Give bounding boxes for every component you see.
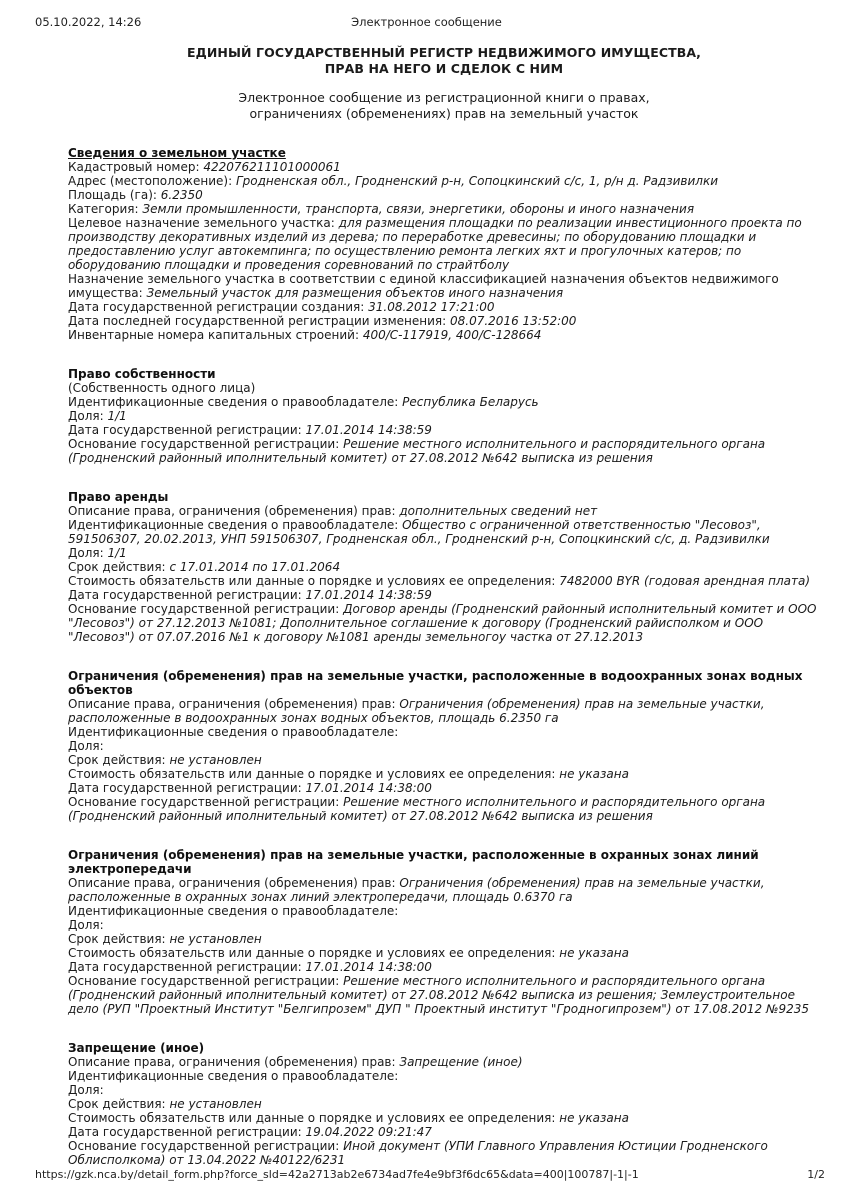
field-label: Срок действия: [68,932,166,946]
section-lease-right [68,490,820,644]
field-value: 422076211101000061 [203,160,341,174]
field-label: Описание права, ограничения (обременения) прав: [68,1055,396,1069]
field-line [68,314,820,328]
field-line [68,1055,820,1069]
section-heading: Право собственности [68,367,216,381]
field-value: дополнительных сведений нет [399,504,598,518]
field-line [68,546,820,560]
field-label: Доля: [68,739,104,753]
print-footer [35,1168,825,1181]
field-label: Срок действия: [68,1097,166,1111]
field-label: Доля: [68,1083,104,1097]
field-label: Дата государственной регистрации: [68,781,302,795]
field-line [68,328,820,342]
section-heading: Ограничения (обременения) прав на земельные участки, расположенные в водоохранных зонах водных объектов [68,669,803,697]
document-subtitle-line1: Электронное сообщение из регистрационной книги о правах, [238,90,650,105]
field-label: Идентификационные сведения о правообладателе: [68,1069,399,1083]
field-value: 6.2350 [160,188,203,202]
field-line [68,160,820,174]
field-label: Стоимость обязательств или данные о порядке и условиях ее определения: [68,767,556,781]
field-line [68,588,820,602]
field-line [68,560,820,574]
field-line [68,300,820,314]
field-label: Доля: [68,918,104,932]
section-heading: Сведения о земельном участке [68,146,286,160]
field-label: Площадь (га): [68,188,157,202]
field-label: Идентификационные сведения о правообладателе: [68,518,399,532]
field-line [68,437,820,465]
field-value: с 17.01.2014 по 17.01.2064 [169,560,341,574]
field-line [68,423,820,437]
field-label: Категория: [68,202,139,216]
field-line [68,409,820,423]
field-label: Основание государственной регистрации: [68,602,340,616]
field-value: не указана [559,946,629,960]
footer-source-url: https://gzk.nca.by/detail_form.php?force_sld=42a2713ab2e6734ad7fe4e9bf3f6dc65&data=400|100787|-1|-1 [35,1168,639,1181]
field-label: Дата государственной регистрации: [68,423,302,437]
field-value: не установлен [169,932,262,946]
field-label: Дата последней государственной регистрации изменения: [68,314,447,328]
field-label: Основание государственной регистрации: [68,1139,340,1153]
field-line [68,781,820,795]
field-value: 17.01.2014 14:38:59 [305,588,432,602]
field-line [68,504,820,518]
document-title-line2: ПРАВ НА НЕГО И СДЕЛОК С НИМ [324,60,564,76]
field-value: Республика Беларусь [402,395,539,409]
field-value: 19.04.2022 09:21:47 [305,1125,432,1139]
field-label: Стоимость обязательств или данные о порядке и условиях ее определения: [68,1111,556,1125]
field-value: Общество с ограниченной ответственностью "Лесовоз", 591506307, 20.02.2013, УНП 591506307, Гродненская обл., Гродненский р-н, Сопоцкинский с/с, д. Радзивилки [68,518,770,546]
field-line [68,974,820,1016]
field-label: Инвентарные номера капитальных строений: [68,328,359,342]
field-label: Целевое назначение земельного участка: [68,216,335,230]
section-land-plot-info [68,146,820,342]
field-value: Иной документ (УПИ Главного Управления Юстиции Гродненского Облисполкома) от 13.04.2022 №40122/6231 [68,1139,768,1167]
field-line [68,697,820,725]
field-line [68,1139,820,1167]
print-doc-type-label: Электронное сообщение [351,15,502,29]
field-label: Описание права, ограничения (обременения) прав: [68,697,396,711]
field-label: Доля: [68,546,104,560]
document-title [68,45,820,76]
field-line [68,1097,820,1111]
document-subtitle-line2: ограничениях (обременениях) прав на земельный участок [249,105,639,121]
section-heading: Запрещение (иное) [68,1041,205,1055]
field-value: для размещения площадки по реализации инвестиционного проекта по производству декоративных изделий из дерева; по переработке древесины; по оборудованию площадки и предоставлению услуг автокемпинга; по осуществлению ремонта легких яхт и прогулочных катеров; по оборудованию площадки и проведения соревнований по страйтболу [68,216,802,272]
field-label: Назначение земельного участка в соответствии с единой классификацией назначения объектов недвижимого имущества: [68,272,779,300]
field-label: Основание государственной регистрации: [68,974,340,988]
print-timestamp: 05.10.2022, 14:26 [35,15,142,29]
field-label: Дата государственной регистрации: [68,588,302,602]
field-line [68,876,820,904]
field-line [68,725,820,739]
field-line [68,518,820,546]
field-value: не указана [559,767,629,781]
field-value: Договор аренды (Гродненский районный исполнительный комитет и ООО "Лесовоз") от 27.12.2013 №1081; Дополнительное соглашение к договору (Гродненский райисполком и ООО "Лесовоз") от 07.07.2016 №1 к договору №1081 аренды земельногоу частка от 27.12.2013 [68,602,817,644]
field-line [68,918,820,932]
field-line [68,960,820,974]
field-value: не указана [559,1111,629,1125]
field-value: 08.07.2016 13:52:00 [450,314,577,328]
section-ownership-right [68,367,820,465]
document-sections [68,146,820,1167]
field-line [68,381,820,395]
field-value: Запрещение (иное) [399,1055,523,1069]
field-label: Идентификационные сведения о правообладателе: [68,395,399,409]
field-label: Срок действия: [68,753,166,767]
field-value: Решение местного исполнительного и распорядительного органа (Гродненский районный иполнительный комитет) от 27.08.2012 №642 выписка из решения; Землеустроительное дело (РУП "Проектный Институт "Белгипрозем" ДУП " Проектный институт "Гродногипрозем") от 17.08.2012 №9235 [68,974,809,1016]
field-label: (Собственность одного лица) [68,381,256,395]
field-line [68,574,820,588]
field-value: Гродненская обл., Гродненский р-н, Сопоцкинский с/с, 1, р/н д. Радзивилки [235,174,718,188]
field-label: Стоимость обязательств или данные о порядке и условиях ее определения: [68,574,556,588]
field-line [68,1069,820,1083]
document-subtitle [68,90,820,121]
field-line [68,946,820,960]
field-value: Решение местного исполнительного и распорядительного органа (Гродненский районный иполнительный комитет) от 27.08.2012 №642 выписка из решения [68,795,766,823]
field-line [68,216,820,272]
field-line [68,602,820,644]
field-label: Стоимость обязательств или данные о порядке и условиях ее определения: [68,946,556,960]
field-label: Дата государственной регистрации создания: [68,300,365,314]
field-value: Ограничения (обременения) прав на земельные участки, расположенные в водоохранных зонах водных объектов, площадь 6.2350 га [68,697,765,725]
field-value: 17.01.2014 14:38:59 [305,423,432,437]
field-line [68,739,820,753]
field-label: Адрес (местоположение): [68,174,233,188]
section-heading: Ограничения (обременения) прав на земельные участки, расположенные в охранных зонах линий электропередачи [68,848,759,876]
field-value: Ограничения (обременения) прав на земельные участки, расположенные в охранных зонах линий электропередачи, площадь 0.6370 га [68,876,765,904]
field-label: Основание государственной регистрации: [68,437,340,451]
footer-page-number: 1/2 [807,1168,825,1181]
field-value: 1/1 [107,546,127,560]
field-label: Описание права, ограничения (обременения) прав: [68,876,396,890]
document-title-line1: ЕДИНЫЙ ГОСУДАРСТВЕННЫЙ РЕГИСТР НЕДВИЖИМОГО ИМУЩЕСТВА, [186,45,701,60]
section-restriction-power-line-zones [68,848,820,1016]
field-value: Земельный участок для размещения объектов иного назначения [146,286,564,300]
field-line [68,904,820,918]
section-restriction-water-protection-zones [68,669,820,823]
field-value: 7482000 BYR (годовая арендная плата) [559,574,811,588]
field-line [68,272,820,300]
field-value: 400/С-117919, 400/С-128664 [362,328,542,342]
field-line [68,753,820,767]
field-line [68,202,820,216]
print-header [35,15,818,29]
field-value: Решение местного исполнительного и распорядительного органа (Гродненский районный иполнительный комитет) от 27.08.2012 №642 выписка из решения [68,437,766,465]
field-line [68,767,820,781]
field-label: Идентификационные сведения о правообладателе: [68,725,399,739]
field-value: 31.08.2012 17:21:00 [368,300,495,314]
field-value: не установлен [169,1097,262,1111]
field-value: не установлен [169,753,262,767]
field-line [68,188,820,202]
field-value: Земли промышленности, транспорта, связи, энергетики, обороны и иного назначения [142,202,695,216]
field-label: Кадастровый номер: [68,160,200,174]
field-line [68,1125,820,1139]
field-label: Доля: [68,409,104,423]
field-label: Дата государственной регистрации: [68,960,302,974]
field-line [68,932,820,946]
field-line [68,795,820,823]
field-line [68,174,820,188]
field-label: Дата государственной регистрации: [68,1125,302,1139]
section-heading: Право аренды [68,490,169,504]
field-line [68,395,820,409]
field-value: 1/1 [107,409,127,423]
field-value: 17.01.2014 14:38:00 [305,960,432,974]
field-line [68,1111,820,1125]
field-line [68,1083,820,1097]
section-prohibition-other [68,1041,820,1167]
field-label: Идентификационные сведения о правообладателе: [68,904,399,918]
field-label: Описание права, ограничения (обременения) прав: [68,504,396,518]
field-value: 17.01.2014 14:38:00 [305,781,432,795]
field-label: Срок действия: [68,560,166,574]
field-label: Основание государственной регистрации: [68,795,340,809]
